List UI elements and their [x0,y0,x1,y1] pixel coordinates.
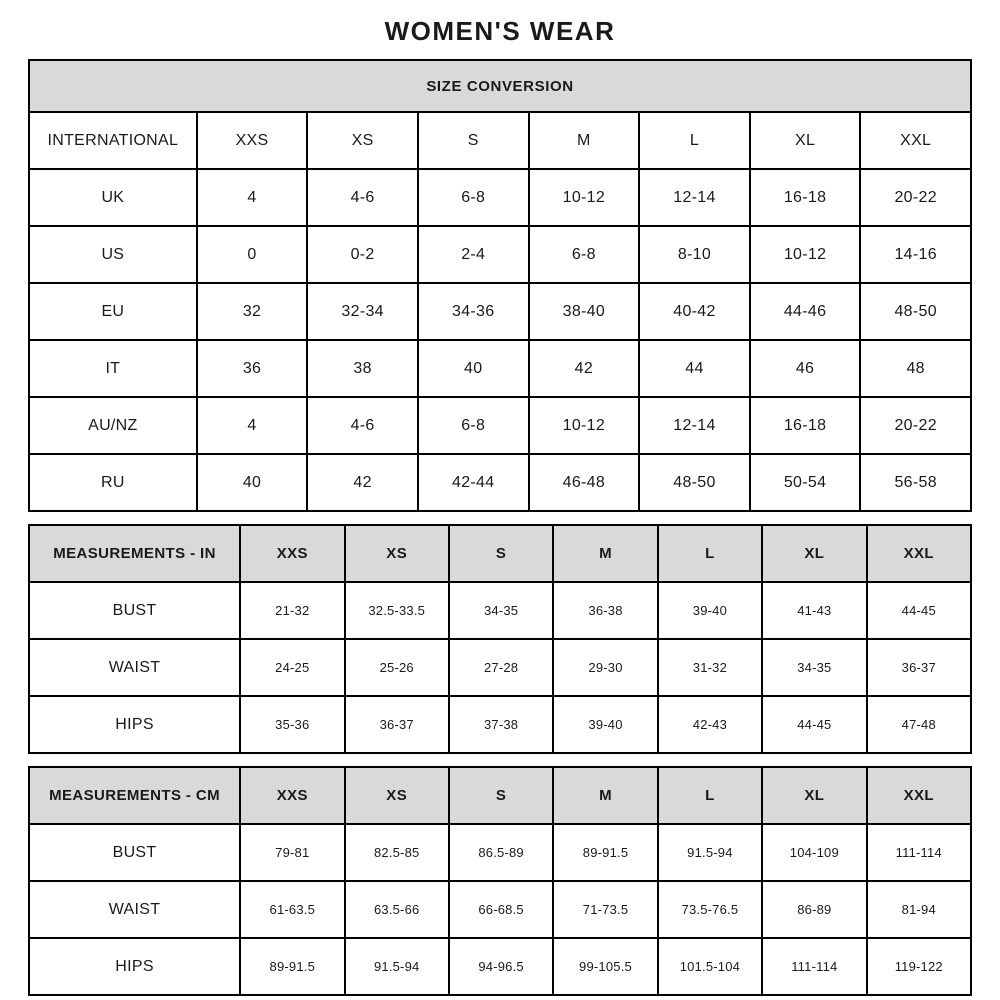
measurements-cm-cell: 73.5-76.5 [658,881,762,938]
size-conversion-cell: 38-40 [529,283,640,340]
size-conversion-cell: 6-8 [418,397,529,454]
measurements-in-size-header: S [449,525,553,582]
measurements-in-cell: 42-43 [658,696,762,753]
measurements-in-size-header: M [553,525,657,582]
size-conversion-cell: 44-46 [750,283,861,340]
size-conversion-row [29,454,971,511]
size-conversion-size-header: M [529,112,640,169]
measurements-cm-size-header: XXS [240,767,344,824]
size-conversion-title: SIZE CONVERSION [29,60,971,112]
size-conversion-cell: 36 [197,340,308,397]
measurements-cm-row-label: BUST [29,824,240,881]
measurements-in-cell: 21-32 [240,582,344,639]
measurements-in-cell: 25-26 [345,639,449,696]
size-conversion-cell: 42 [307,454,418,511]
measurements-in-cell: 44-45 [867,582,971,639]
size-conversion-cell: 38 [307,340,418,397]
size-conversion-cell: 10-12 [750,226,861,283]
measurements-cm-cell: 81-94 [867,881,971,938]
measurements-in-cell: 47-48 [867,696,971,753]
size-conversion-row-label: EU [29,283,197,340]
size-conversion-cell: 48 [860,340,971,397]
measurements-cm-header-row [29,767,971,824]
size-conversion-row [29,340,971,397]
size-conversion-size-header: XXS [197,112,308,169]
measurements-in-row [29,582,971,639]
measurements-in-size-header: L [658,525,762,582]
size-conversion-cell: 16-18 [750,397,861,454]
size-conversion-cell: 46 [750,340,861,397]
size-conversion-cell: 0-2 [307,226,418,283]
size-conversion-cell: 50-54 [750,454,861,511]
measurements-cm-cell: 82.5-85 [345,824,449,881]
size-conversion-cell: 2-4 [418,226,529,283]
measurements-cm-row [29,881,971,938]
size-conversion-cell: 4 [197,397,308,454]
size-conversion-cell: 10-12 [529,169,640,226]
measurements-cm-table [28,766,972,996]
size-conversion-cell: 32 [197,283,308,340]
measurements-in-size-header: XL [762,525,866,582]
size-conversion-row-label: US [29,226,197,283]
size-conversion-cell: 44 [639,340,750,397]
size-conversion-cell: 4 [197,169,308,226]
size-conversion-cell: 4-6 [307,169,418,226]
size-conversion-cell: 48-50 [639,454,750,511]
measurements-cm-cell: 86-89 [762,881,866,938]
size-conversion-cell: 8-10 [639,226,750,283]
measurements-cm-row-label: HIPS [29,938,240,995]
measurements-in-row [29,639,971,696]
size-conversion-cell: 42-44 [418,454,529,511]
size-conversion-cell: 34-36 [418,283,529,340]
measurements-cm-cell: 111-114 [762,938,866,995]
size-conversion-row-label: AU/NZ [29,397,197,454]
measurements-in-size-header: XXL [867,525,971,582]
measurements-in-row-label: BUST [29,582,240,639]
measurements-in-cell: 29-30 [553,639,657,696]
size-conversion-cell: 6-8 [418,169,529,226]
size-conversion-row-label: RU [29,454,197,511]
measurements-cm-size-header: XL [762,767,866,824]
measurements-cm-size-header: M [553,767,657,824]
measurements-in-cell: 39-40 [553,696,657,753]
size-conversion-cell: 12-14 [639,169,750,226]
size-conversion-header-row [29,112,971,169]
measurements-in-cell: 27-28 [449,639,553,696]
measurements-cm-cell: 99-105.5 [553,938,657,995]
measurements-in-cell: 36-37 [867,639,971,696]
measurements-in-cell: 32.5-33.5 [345,582,449,639]
measurements-cm-cell: 61-63.5 [240,881,344,938]
size-conversion-row [29,169,971,226]
measurements-cm-row [29,824,971,881]
size-conversion-cell: 56-58 [860,454,971,511]
size-conversion-cell: 48-50 [860,283,971,340]
size-conversion-cell: 12-14 [639,397,750,454]
size-conversion-cell: 42 [529,340,640,397]
measurements-cm-cell: 91.5-94 [345,938,449,995]
size-conversion-size-header: XL [750,112,861,169]
measurements-in-cell: 44-45 [762,696,866,753]
measurements-cm-cell: 119-122 [867,938,971,995]
size-conversion-row-label: IT [29,340,197,397]
measurements-cm-cell: 104-109 [762,824,866,881]
size-conversion-cell: 20-22 [860,397,971,454]
size-conversion-cell: 6-8 [529,226,640,283]
measurements-cm-cell: 89-91.5 [553,824,657,881]
measurements-in-cell: 34-35 [449,582,553,639]
measurements-in-cell: 35-36 [240,696,344,753]
measurements-cm-size-header: XS [345,767,449,824]
measurements-in-row-label: HIPS [29,696,240,753]
size-conversion-row-label: UK [29,169,197,226]
page-title: WOMEN'S WEAR [384,16,616,46]
measurements-cm-title: MEASUREMENTS - CM [29,767,240,824]
size-conversion-title-row [29,60,971,112]
measurements-in-header-row [29,525,971,582]
measurements-cm-cell: 71-73.5 [553,881,657,938]
size-conversion-size-header: XS [307,112,418,169]
measurements-in-row-label: WAIST [29,639,240,696]
measurements-in-title: MEASUREMENTS - IN [29,525,240,582]
size-conversion-header-label: INTERNATIONAL [29,112,197,169]
size-conversion-row [29,397,971,454]
measurements-cm-cell: 101.5-104 [658,938,762,995]
measurements-in-cell: 39-40 [658,582,762,639]
size-conversion-table [28,59,972,512]
measurements-in-cell: 37-38 [449,696,553,753]
measurements-in-size-header: XS [345,525,449,582]
size-conversion-cell: 0 [197,226,308,283]
size-conversion-cell: 32-34 [307,283,418,340]
size-conversion-cell: 40 [418,340,529,397]
measurements-cm-size-header: XXL [867,767,971,824]
size-conversion-cell: 46-48 [529,454,640,511]
measurements-in-row [29,696,971,753]
measurements-in-cell: 36-37 [345,696,449,753]
measurements-cm-cell: 91.5-94 [658,824,762,881]
measurements-in-size-header: XXS [240,525,344,582]
size-conversion-cell: 10-12 [529,397,640,454]
size-conversion-cell: 40-42 [639,283,750,340]
size-conversion-cell: 40 [197,454,308,511]
measurements-in-table [28,524,972,754]
measurements-cm-cell: 89-91.5 [240,938,344,995]
size-conversion-row [29,226,971,283]
size-conversion-row [29,283,971,340]
measurements-cm-cell: 94-96.5 [449,938,553,995]
measurements-cm-row [29,938,971,995]
measurements-in-cell: 34-35 [762,639,866,696]
measurements-in-cell: 31-32 [658,639,762,696]
size-conversion-cell: 14-16 [860,226,971,283]
measurements-cm-row-label: WAIST [29,881,240,938]
size-conversion-size-header: XXL [860,112,971,169]
measurements-cm-cell: 86.5-89 [449,824,553,881]
measurements-cm-cell: 66-68.5 [449,881,553,938]
size-conversion-cell: 16-18 [750,169,861,226]
size-conversion-cell: 20-22 [860,169,971,226]
measurements-in-cell: 41-43 [762,582,866,639]
size-conversion-size-header: S [418,112,529,169]
size-conversion-cell: 4-6 [307,397,418,454]
measurements-cm-cell: 111-114 [867,824,971,881]
measurements-cm-cell: 63.5-66 [345,881,449,938]
measurements-in-cell: 24-25 [240,639,344,696]
measurements-cm-size-header: L [658,767,762,824]
size-conversion-size-header: L [639,112,750,169]
measurements-cm-size-header: S [449,767,553,824]
measurements-cm-cell: 79-81 [240,824,344,881]
measurements-in-cell: 36-38 [553,582,657,639]
